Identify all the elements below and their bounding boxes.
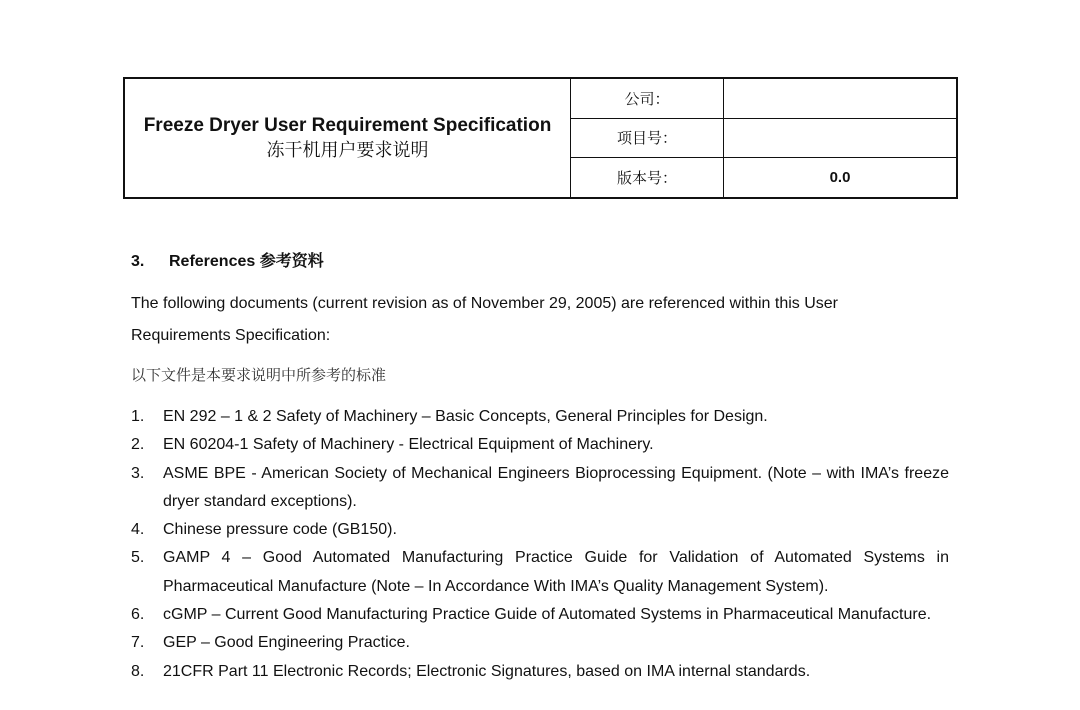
project-number-label: 项目号： (571, 118, 724, 157)
list-item (131, 516, 949, 544)
header-row (124, 78, 957, 118)
version-value: 0.0 (724, 158, 958, 198)
references-list (131, 403, 949, 686)
list-item-text: GAMP 4 – Good Automated Manufacturing Practice Guide for Validation of Automated Systems in Pharmaceutical Manufacture (Note – In Accordance With IMA’s Quality Management System). (163, 549, 949, 595)
list-item (131, 601, 949, 629)
project-number-value (724, 118, 958, 157)
list-item-text: GEP – Good Engineering Practice. (163, 634, 410, 652)
list-item-number: 5. (131, 549, 145, 567)
list-item-text: 21CFR Part 11 Electronic Records; Electronic Signatures, based on IMA internal standards. (163, 662, 811, 680)
list-item-text: EN 60204-1 Safety of Machinery - Electrical Equipment of Machinery. (163, 436, 654, 454)
list-item-text: Chinese pressure code (GB150). (163, 521, 397, 539)
list-item-number: 6. (131, 606, 145, 624)
list-item-number: 3. (131, 464, 145, 482)
list-item-number: 7. (131, 634, 145, 652)
version-label: 版本号： (571, 158, 724, 198)
section-heading (131, 248, 324, 271)
section-intro: The following documents (current revision as of November 29, 2005) are referenced within this User Requirements Specification: (131, 295, 838, 344)
list-item-text: EN 292 – 1 & 2 Safety of Machinery – Basic Concepts, General Principles for Design. (163, 408, 768, 425)
list-item-number: 2. (131, 436, 145, 454)
document-title-cell (124, 78, 571, 198)
section-intro-zh: 以下文件是本要求说明中所参考的标准 (131, 367, 387, 384)
list-item-number: 4. (131, 521, 145, 539)
document-title-zh: 冻干机用户要求说明 (266, 140, 429, 160)
list-item (131, 544, 949, 601)
section-number: 3. (131, 253, 145, 270)
list-item-number: 1. (131, 408, 145, 425)
list-item (131, 629, 949, 657)
list-item (131, 403, 949, 431)
section-title: References 参考资料 (169, 253, 324, 270)
document-title-en: Freeze Dryer User Requirement Specification (143, 115, 552, 136)
company-value (724, 78, 958, 118)
list-item (131, 460, 949, 517)
list-item-number: 8. (131, 662, 145, 680)
list-item (131, 658, 949, 686)
list-item-text: ASME BPE - American Society of Mechanical Engineers Bioprocessing Equipment. (Note – with IMA’s freeze dryer standard exceptions). (163, 464, 949, 510)
document-header-table (123, 77, 958, 199)
list-item-text: cGMP – Current Good Manufacturing Practice Guide of Automated Systems in Pharmaceutical Manufacture. (163, 606, 932, 624)
company-label: 公司： (571, 78, 724, 118)
list-item (131, 431, 949, 459)
